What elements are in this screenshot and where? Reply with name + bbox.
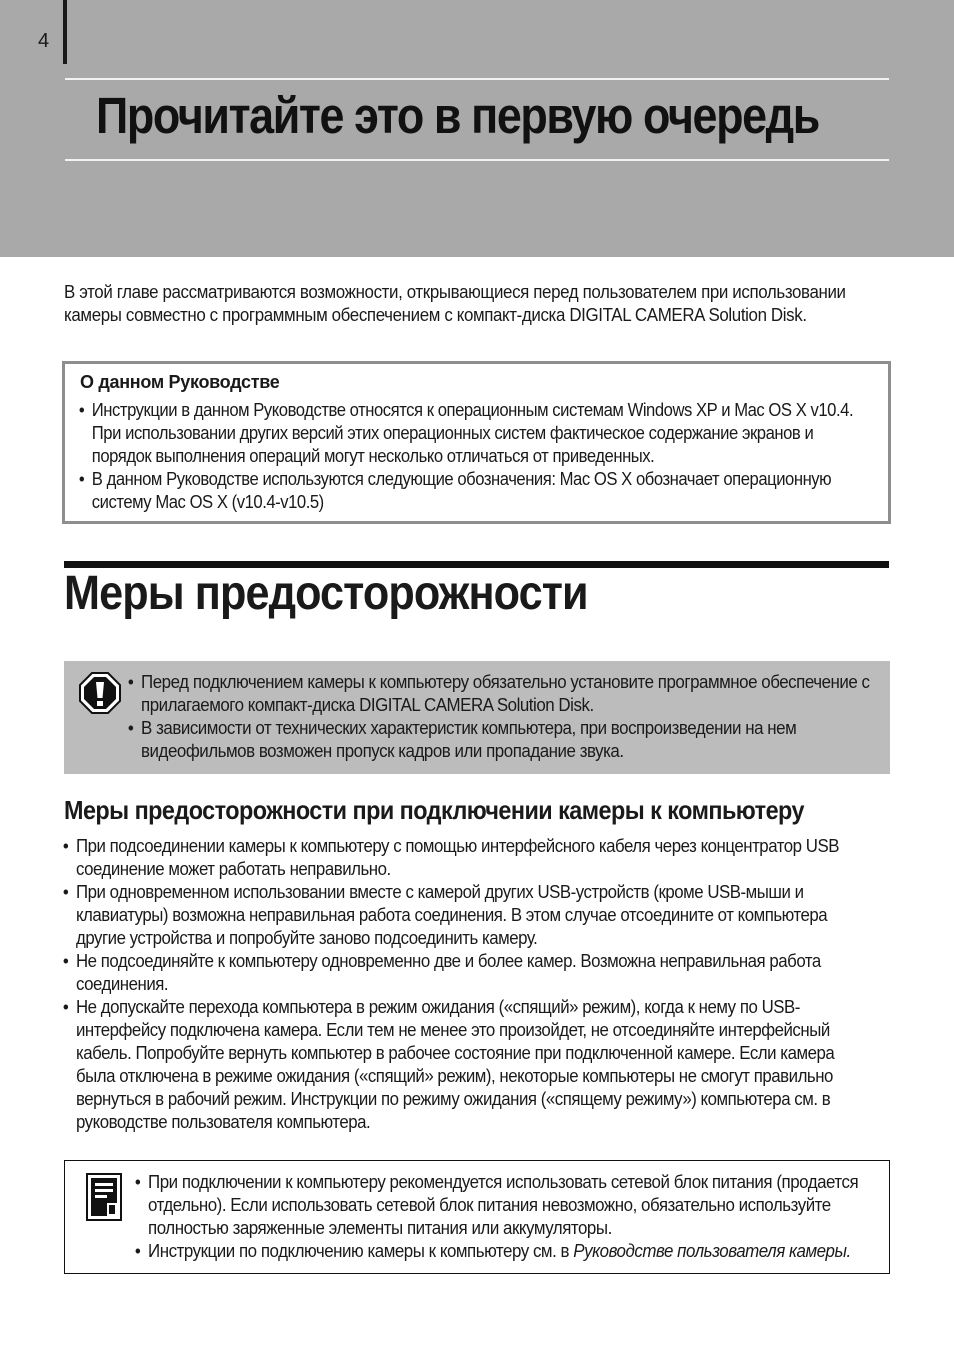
note-box <box>64 1160 890 1274</box>
about-guide-title: О данном Руководстве <box>80 372 280 392</box>
note-ref-prefix: Инструкции по подключению камеры к компьютеру см. в <box>148 1241 574 1261</box>
page-number: 4 <box>38 30 50 52</box>
intro-paragraph: В этой главе рассматриваются возможности, открывающиеся перед пользователем при использовании камеры совместно с программным обеспечением с компакт-диска DIGITAL CAMERA Solution Disk. <box>64 282 846 325</box>
warning-box <box>64 661 890 774</box>
page-number-bar <box>63 0 67 64</box>
list-item: • Перед подключением камеры к компьютеру обязательно установите программное обеспечение с прилагаемого компакт-диска DIGITAL CAMERA Solution Disk. <box>126 671 887 717</box>
list-item: • В зависимости от технических характеристик компьютера, при воспроизведении на нем видеофильмов возможен пропуск кадров или пропадание звука. <box>126 717 887 763</box>
page-title: Прочитайте это в первую очередь <box>96 87 819 144</box>
warning-list <box>126 671 887 763</box>
list-item: • В данном Руководстве используются следующие обозначения: Mac OS X обозначает операционную систему Mac OS X (v10.4-v10.5) <box>77 468 873 514</box>
warning-icon <box>79 672 121 714</box>
note-list <box>133 1171 885 1263</box>
list-item: • При подсоединении камеры к компьютеру с помощью интерфейсного кабеля через концентратор USB соединение может работать неправильно. <box>61 835 874 881</box>
connection-precautions-list <box>61 835 874 1134</box>
list-item: • При подключении к компьютеру рекомендуется использовать сетевой блок питания (продается отдельно). Если использовать сетевой блок питания невозможно, обязательно используйте полностью заряженные элементы питания или аккумуляторы. <box>133 1171 885 1240</box>
list-item <box>133 1240 885 1263</box>
title-rule-bottom <box>65 159 889 161</box>
list-item: • Не подсоединяйте к компьютеру одновременно две и более камер. Возможна неправильная работа соединения. <box>61 950 874 996</box>
subsection-title-connection: Меры предосторожности при подключении камеры к компьютеру <box>64 795 804 825</box>
section-title-precautions: Меры предосторожности <box>64 567 588 620</box>
about-guide-box <box>62 361 891 524</box>
note-ref-title: Руководстве пользователя камеры. <box>573 1241 851 1261</box>
list-item: • Инструкции в данном Руководстве относятся к операционным системам Windows XP и Mac OS X v10.4. При использовании других версий этих операционных систем фактическое содержание экранов и порядок выполнения операций могут несколько отличаться от приведенных. <box>77 399 873 468</box>
about-guide-list <box>77 399 873 514</box>
memo-icon <box>86 1173 122 1221</box>
title-rule-top <box>65 78 889 80</box>
header-band <box>0 0 954 257</box>
list-item: • Не допускайте перехода компьютера в режим ожидания («спящий» режим), когда к нему по USB-интерфейсу подключена камера. Если тем не менее это произойдет, не отсоединяйте интерфейсный кабель. Попробуйте вернуть компьютер в рабочее состояние при подключенной камере. Если камера была отключена в режиме ожидания («спящий» режим), некоторые компьютеры не смогут правильно вернуться в рабочий режим. Инструкции по режиму ожидания («спящему режиму») компьютера см. в руководстве пользователя компьютера. <box>61 996 874 1134</box>
list-item: • При одновременном использовании вместе с камерой других USB-устройств (кроме USB-мыши и клавиатуры) возможна неправильная работа соединения. В этом случае отсоедините от компьютера другие устройства и попробуйте заново подсоединить камеру. <box>61 881 874 950</box>
